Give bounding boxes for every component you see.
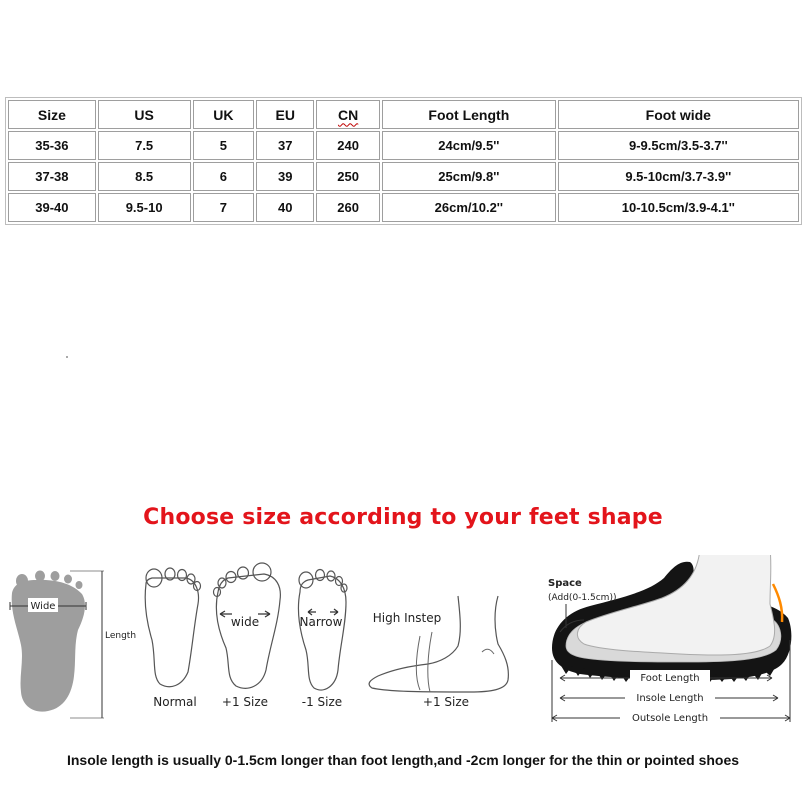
table-cell: 25cm/9.8'': [382, 162, 556, 191]
table-cell: 35-36: [8, 131, 96, 160]
normal-foot-figure: [145, 568, 200, 687]
narrow-foot-outline: [298, 576, 346, 690]
wide-label: Wide: [30, 601, 56, 612]
narrow-caption: -1 Size: [301, 695, 343, 709]
table-cell: 37: [256, 131, 314, 160]
table-cell: 6: [193, 162, 255, 191]
table-cell: 7: [193, 193, 255, 222]
table-cell: 9-9.5cm/3.5-3.7'': [558, 131, 799, 160]
table-cell: 39-40: [8, 193, 96, 222]
narrow-foot-label: Narrow: [299, 615, 343, 629]
table-cell: 260: [316, 193, 380, 222]
table-row: [8, 193, 799, 222]
toe-icon: [64, 575, 72, 584]
table-row: [8, 162, 799, 191]
table-header-row: [8, 100, 799, 129]
foot-shape-diagram: [0, 555, 806, 735]
size-chart-table: [5, 97, 802, 225]
toe-icon: [35, 571, 45, 582]
wide-caption: +1 Size: [221, 695, 269, 709]
stray-dot: [66, 356, 68, 358]
table-cell: 40: [256, 193, 314, 222]
foot-length-label: Foot Length: [640, 673, 700, 684]
wide-foot-outline: [216, 574, 280, 688]
wide-foot-label: wide: [230, 615, 260, 629]
table-row: [8, 131, 799, 160]
header-cn: [316, 100, 380, 129]
toe-icon: [16, 574, 28, 588]
header-foot-length: Foot Length: [382, 100, 556, 129]
table-cell: 24cm/9.5'': [382, 131, 556, 160]
header-uk: UK: [193, 100, 255, 129]
toe-icon: [51, 571, 60, 581]
table-cell: 37-38: [8, 162, 96, 191]
normal-caption: Normal: [153, 695, 197, 709]
toe-icon: [76, 581, 83, 589]
shoe-diagram: [552, 555, 791, 682]
table-cell: 26cm/10.2'': [382, 193, 556, 222]
narrow-foot-figure: [298, 570, 347, 690]
space-label: Space: [548, 578, 582, 589]
table-cell: 240: [316, 131, 380, 160]
header-eu: EU: [256, 100, 314, 129]
table-cell: 5: [193, 131, 255, 160]
high-instep-label: High Instep: [372, 611, 442, 625]
table-cell: 10-10.5cm/3.9-4.1'': [558, 193, 799, 222]
table-cell: 39: [256, 162, 314, 191]
insole-length-label: Insole Length: [636, 693, 704, 704]
length-label: Length: [105, 631, 137, 641]
table-cell: 250: [316, 162, 380, 191]
header-foot-wide: Foot wide: [558, 100, 799, 129]
table-cell: 9.5-10cm/3.7-3.9'': [558, 162, 799, 191]
table-cell: 7.5: [98, 131, 191, 160]
table-cell: 8.5: [98, 162, 191, 191]
header-size: Size: [8, 100, 96, 129]
header-cn-label: CN: [337, 106, 359, 123]
insole-footnote: Insole length is usually 0-1.5cm longer than foot length,and -2cm longer for the thin or pointed shoes: [66, 752, 740, 768]
space-sublabel: (Add(0-1.5cm)): [548, 593, 617, 603]
high-instep-caption: +1 Size: [422, 695, 470, 709]
normal-foot-outline: [145, 578, 198, 687]
foot-silhouette-figure: [10, 571, 136, 719]
headline: Choose size according to your feet shape: [143, 505, 663, 530]
header-us: US: [98, 100, 191, 129]
outsole-length-label: Outsole Length: [631, 713, 709, 724]
table-cell: 9.5-10: [98, 193, 191, 222]
